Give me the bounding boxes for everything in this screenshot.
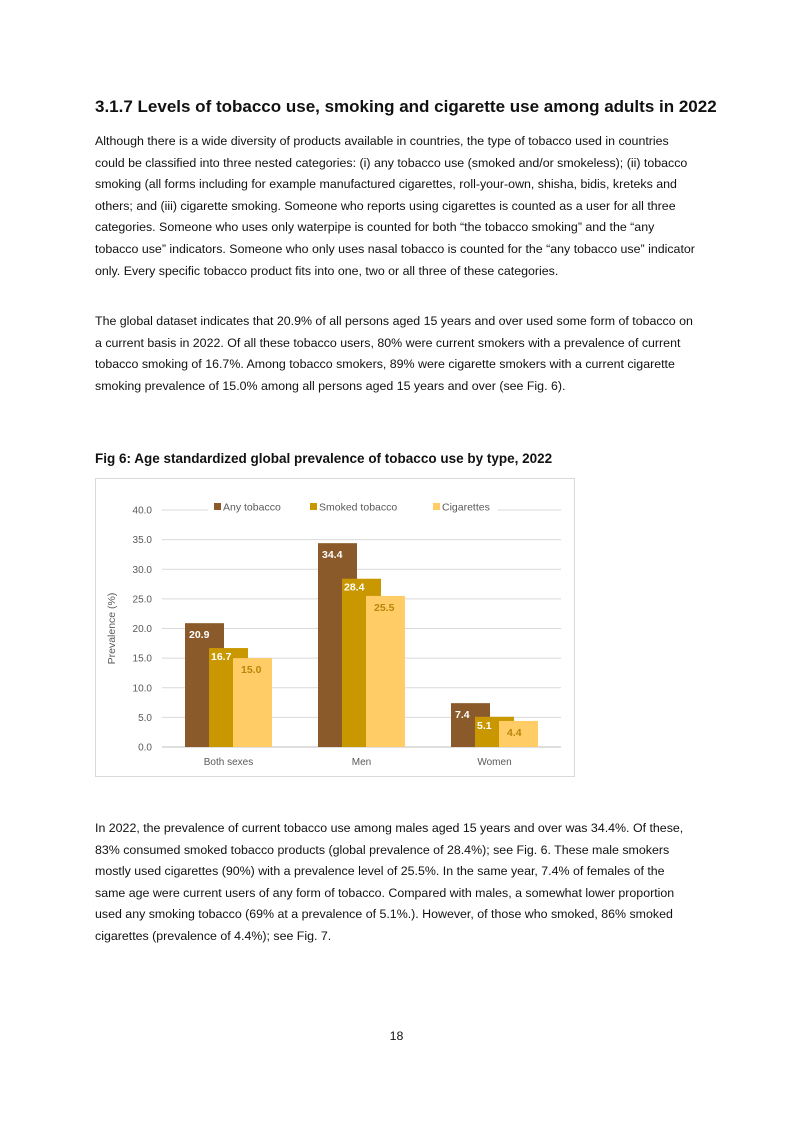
y-tick-label: 10.0 <box>132 683 152 695</box>
data-label: 25.5 <box>374 601 395 614</box>
y-tick-label: 40.0 <box>132 505 152 517</box>
data-label: 4.4 <box>507 726 522 739</box>
y-tick-label: 30.0 <box>132 564 152 576</box>
x-tick-label: Both sexes <box>203 757 254 768</box>
legend-label: Cigarettes <box>442 501 490 514</box>
y-tick-label: 25.0 <box>132 594 152 606</box>
legend-swatch <box>433 503 440 510</box>
data-label: 28.4 <box>344 581 365 594</box>
data-label: 5.1 <box>477 719 492 732</box>
y-tick-label: 5.0 <box>138 712 152 724</box>
data-label: 15.0 <box>241 664 262 677</box>
data-label: 16.7 <box>211 651 232 664</box>
bar-chart <box>95 478 575 777</box>
figure-title: Fig 6: Age standardized global prevalence of tobacco use by type, 2022 <box>95 451 553 466</box>
body-paragraph-prevalence-by-sex: In 2022, the prevalence of current tobacco use among males aged 15 years and over was 34.4%. Of these, 83% consumed smoked tobacco products (global prevalence of 28.4%); see Fig. 6. These male smokers mostly used cigarettes (90%) with a prevalence level of 25.5%. In the same year, 7.4% of females of the same age were current users of any form of tobacco. Compared with males, a somewhat lower proportion used any smoking tobacco (69% at a prevalence of 5.1%.). However, of those who smoked, 86% smoked cigarettes (prevalence of 4.4%); see Fig. 7. <box>95 821 684 943</box>
data-label: 20.9 <box>189 629 210 642</box>
legend-swatch <box>214 503 221 510</box>
legend-swatch <box>310 503 317 510</box>
y-axis-title: Prevalence (%) <box>106 592 118 665</box>
y-tick-label: 0.0 <box>138 742 152 754</box>
y-tick-label: 35.0 <box>132 535 152 547</box>
body-paragraph-global-dataset: The global dataset indicates that 20.9% of all persons aged 15 years and over used some form of tobacco on a current basis in 2022. Of all these tobacco users, 80% were current smokers with a prevalence of current tobacco smoking of 16.7%. Among tobacco smokers, 89% were cigarette smokers with a current cigarette smoking prevalence of 15.0% among all persons aged 15 years and over (see Fig. 6). <box>95 314 693 393</box>
data-label: 34.4 <box>322 549 343 562</box>
x-tick-label: Men <box>351 757 372 768</box>
y-tick-label: 15.0 <box>132 653 152 665</box>
bar-cigarettes <box>366 596 405 747</box>
y-tick-label: 20.0 <box>132 624 152 635</box>
page-number: 18 <box>389 1029 404 1043</box>
body-paragraph-nested-categories: Although there is a wide diversity of products available in countries, the type of tobacco used in countries could be classified into three nested categories: (i) any tobacco use (smoked and/or smokeless); (ii) tobacco smoking (all forms including for example manufactured cigarettes, roll-your-own, shisha, bidis, kreteks and others; and (iii) cigarette smoking. Someone who reports using cigarettes is counted as a user for all three categories. Someone who uses only waterpipe is counted for both “the tobacco smoking” and the “any tobacco use” indicators. Someone who only uses nasal tobacco is counted for the “any tobacco use” indicator only. Every specific tobacco product fits into one, two or all three of these categories. <box>95 134 695 278</box>
data-label: 7.4 <box>455 709 470 722</box>
x-tick-label: Women <box>477 757 512 768</box>
section-title: 3.1.7 Levels of tobacco use, smoking and cigarette use among adults in 2022 <box>95 97 717 116</box>
legend-label: Smoked tobacco <box>319 501 398 514</box>
legend-label: Any tobacco <box>223 501 281 514</box>
bar-chart-svg <box>96 479 576 778</box>
